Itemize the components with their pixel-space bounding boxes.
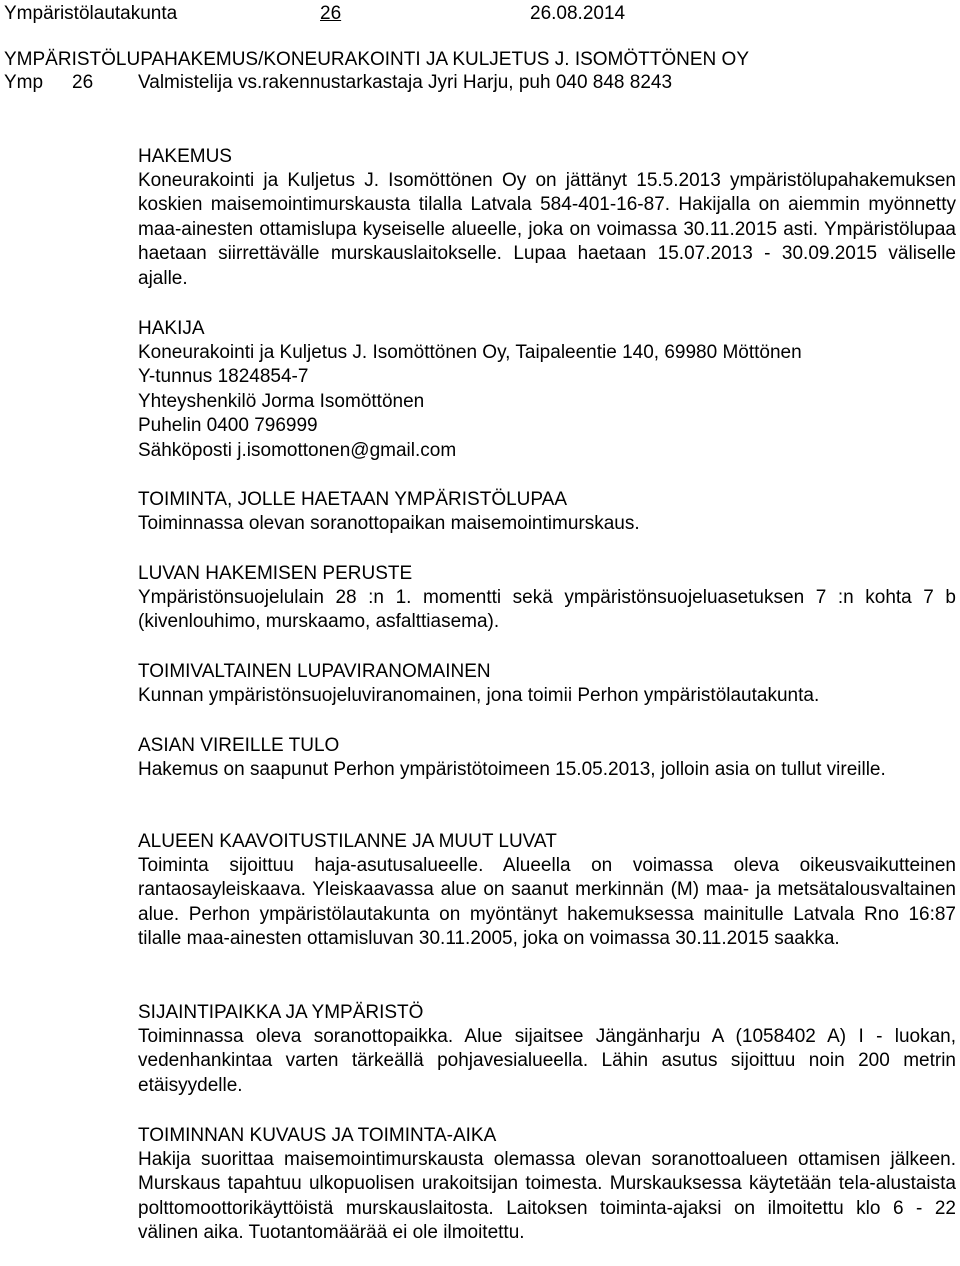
- section-text: Hakemus on saapunut Perhon ympäristötoimeen 15.05.2013, jolloin asia on tullut vireille.: [138, 759, 886, 780]
- section-heading: ASIAN VIREILLE TULO: [138, 735, 340, 756]
- section-heading: ALUEEN KAAVOITUSTILANNE JA MUUT LUVAT: [138, 831, 557, 852]
- contact-person: Yhteyshenkilö Jorma Isomöttönen: [138, 390, 425, 412]
- section-sijainti: [138, 1001, 956, 1098]
- section-toiminta: [138, 488, 956, 536]
- case-label: Ymp: [4, 72, 44, 93]
- document-title: YMPÄRISTÖLUPAHAKEMUS/KONEURAKOINTI JA KULJETUS J. ISOMÖTTÖNEN OY: [4, 49, 749, 70]
- section-text: Hakija suorittaa maisemointimurskausta olemassa olevan soranottoalueen ottamisen jälkeen. Murskaus tapahtuu ulkopuolisen urakoitsijan toimesta. Murskauksessa käytetään tela-alustaista polttomoottorikäyttöistä murskauslaitosta. Laitoksen toiminta-ajaksi on ilmoitettu klo 6 - 22 välinen aika. Tuotantomäärää ei ole ilmoitettu.: [138, 1149, 956, 1244]
- preparer-line: Valmistelija vs.rakennustarkastaja Jyri Harju, puh 040 848 8243: [138, 72, 673, 93]
- business-id: Y-tunnus 1824854-7: [138, 366, 309, 388]
- meeting-date: 26.08.2014: [530, 3, 626, 24]
- phone: Puhelin 0400 796999: [138, 415, 318, 437]
- section-heading: HAKEMUS: [138, 146, 232, 167]
- section-viranomainen: [138, 660, 956, 708]
- board-name: Ympäristölautakunta: [4, 3, 178, 24]
- section-text: Toiminnassa olevan soranottopaikan maisemointimurskaus.: [138, 513, 640, 534]
- section-heading: TOIMINTA, JOLLE HAETAAN YMPÄRISTÖLUPAA: [138, 489, 568, 510]
- section-text: Koneurakointi ja Kuljetus J. Isomöttönen Oy on jättänyt 15.5.2013 ympäristölupahakemuksen koskien maisemointimurskausta tilalla Latvala 584-401-16-87. Hakijalla on aiemmin myönnetty maa-ainesten ottamislupa kyseiselle alueelle, joka on voimassa 30.11.2015 asti. Ympäristölupaa haetaan siirrettävälle murskauslaitokselle. Lupaa haetaan 15.07.2013 - 30.09.2015 väliselle ajalle.: [138, 170, 956, 289]
- section-heading: SIJAINTIPAIKKA JA YMPÄRISTÖ: [138, 1002, 424, 1023]
- section-peruste: [138, 562, 956, 635]
- section-vireille: [138, 734, 956, 782]
- section-kuvaus: [138, 1124, 956, 1246]
- section-text: Ympäristönsuojelulain 28 :n 1. momentti sekä ympäristönsuojeluasetuksen 7 :n kohta 7 b (kivenlouhimo, murskaamo, asfalttiasema).: [138, 587, 956, 633]
- case-number: 26: [72, 72, 94, 93]
- section-kaavoitus: [138, 830, 956, 952]
- meeting-number: 26: [320, 3, 342, 24]
- section-text: Toiminta sijoittuu haja-asutusalueelle. Alueella on voimassa oleva oikeusvaikutteinen rantaosayleiskaava. Yleiskaavassa alue on saanut merkinnän (M) maa- ja metsätalousvaltainen alue. Perhon ympäristölautakunta on myöntänyt hakemuksessa mainitulle Latvala Rno 16:87 tilalle maa-ainesten ottamisluvan 30.11.2005, joka on voimassa 30.11.2015 saakka.: [138, 855, 956, 950]
- section-text: Toiminnassa oleva soranottopaikka. Alue sijaitsee Jängänharju A (1058402 A) I - luokan, vedenhankintaa varten tärkeällä pohjavesialueella. Lähin asutus sijoittuu noin 200 metrin etäisyydelle.: [138, 1026, 956, 1096]
- section-heading: LUVAN HAKEMISEN PERUSTE: [138, 563, 413, 584]
- section-heading: HAKIJA: [138, 318, 205, 339]
- email: Sähköposti j.isomottonen@gmail.com: [138, 439, 457, 461]
- section-hakija: [138, 317, 956, 463]
- section-heading: TOIMINNAN KUVAUS JA TOIMINTA-AIKA: [138, 1125, 497, 1146]
- section-heading: TOIMIVALTAINEN LUPAVIRANOMAINEN: [138, 661, 491, 682]
- section-text: Kunnan ympäristönsuojeluviranomainen, jona toimii Perhon ympäristölautakunta.: [138, 685, 820, 706]
- section-hakemus: [138, 145, 956, 291]
- applicant-company: Koneurakointi ja Kuljetus J. Isomöttönen Oy, Taipaleentie 140, 69980 Möttönen: [138, 342, 802, 363]
